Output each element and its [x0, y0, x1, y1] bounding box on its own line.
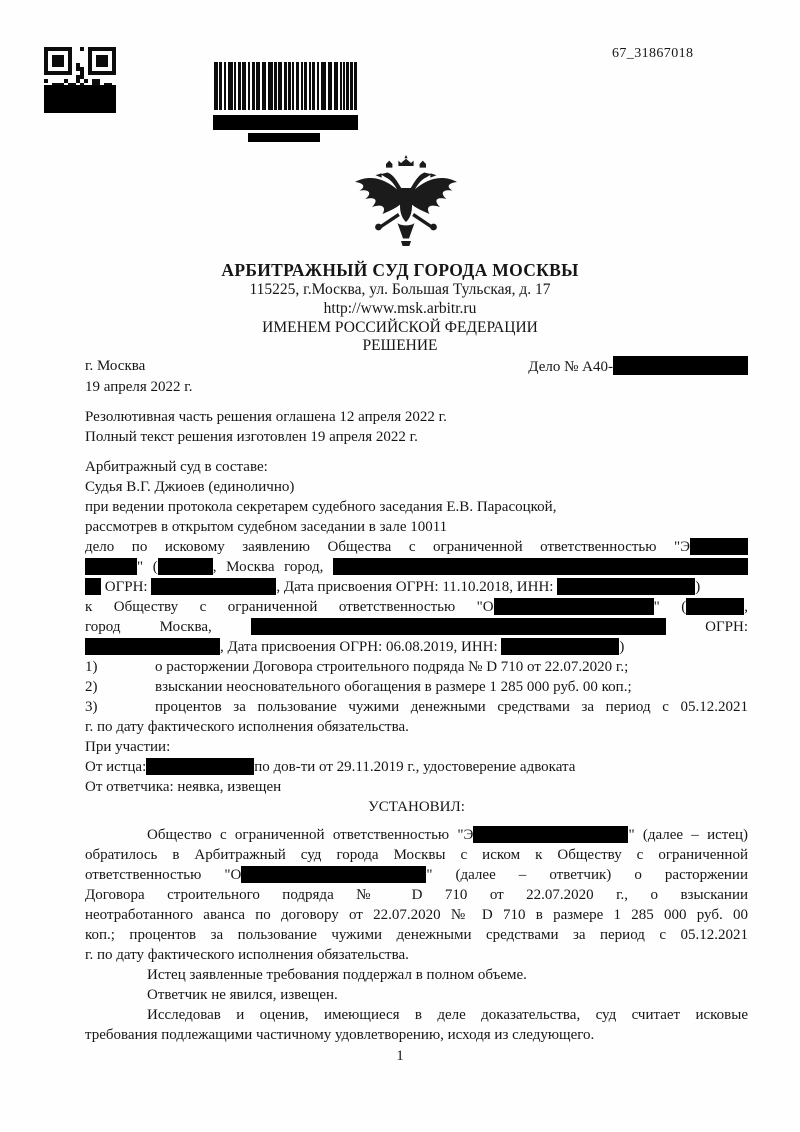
barcode-redaction-strip: [248, 133, 320, 142]
redaction-bar: [494, 598, 654, 615]
text-run: , Москва город,: [212, 559, 333, 575]
text-run: город Москва,: [85, 619, 251, 635]
court-address: 115225, г.Москва, ул. Большая Тульская, д. 17: [249, 281, 551, 298]
blank-line: [85, 447, 748, 457]
case-number-cell: [528, 356, 748, 377]
redaction-bar: [158, 558, 213, 575]
list-number: 2): [85, 679, 98, 695]
text-run: г. по дату фактического исполнения обязательства.: [85, 947, 409, 963]
redaction-bar: [501, 638, 619, 655]
redaction-bar: [251, 618, 666, 635]
text-run: по дов-ти от 29.11.2019 г., удостоверение адвоката: [254, 759, 576, 775]
doc-line: [85, 757, 748, 777]
text-run: УСТАНОВИЛ:: [368, 799, 465, 815]
text-run: , Дата присвоения ОГРН: 06.08.2019, ИНН:: [220, 639, 502, 655]
doc-line: [85, 777, 748, 797]
doc-line: [85, 697, 748, 717]
court-name: АРБИТРАЖНЫЙ СУД ГОРОДА МОСКВЫ: [221, 260, 579, 280]
text-run: ответственностью "О: [85, 867, 242, 883]
redaction-bar: [686, 598, 744, 615]
redaction-bar: [85, 578, 101, 595]
barcode-icon: [213, 62, 358, 142]
in-the-name-line: ИМЕНЕМ РОССИЙСКОЙ ФЕДЕРАЦИИ: [262, 318, 538, 336]
text-run: ): [619, 639, 625, 655]
text-run: ОГРН:: [665, 619, 748, 635]
text-run: ,: [744, 599, 748, 615]
doc-line: [85, 885, 748, 905]
redaction-bar: [85, 558, 137, 575]
doc-line: [85, 537, 748, 557]
doc-line: [85, 407, 748, 427]
text-run: Истец заявленные требования поддержал в полном объеме.: [147, 967, 527, 983]
doc-line: [85, 945, 748, 965]
text-run: , Дата присвоения ОГРН: 11.10.2018, ИНН:: [276, 579, 558, 595]
document-body: [85, 356, 748, 1045]
city-label: г. Москва: [85, 358, 146, 374]
redaction-bar: [557, 578, 695, 595]
text-run: От ответчика: неявка, извещен: [85, 779, 282, 795]
list-number: 1): [85, 659, 98, 675]
doc-line: [85, 427, 748, 447]
redaction-bar: [146, 758, 254, 775]
doc-line: [85, 1005, 748, 1025]
text-run: От истца:: [85, 759, 147, 775]
page-number: 1: [396, 1048, 404, 1064]
text-run: взыскании неосновательного обогащения в размере 1 285 000 руб. 00 коп.;: [155, 679, 632, 695]
doc-line: [85, 477, 748, 497]
doc-line: [85, 1025, 748, 1045]
text-run: Арбитражный суд в составе:: [85, 459, 268, 475]
text-run: Договора строительного подряда № D 710 от 22.07.2020 г., о взыскании: [85, 887, 748, 903]
text-run: " (далее – истец): [628, 827, 748, 843]
doc-line: [85, 577, 748, 597]
doc-line: [85, 497, 748, 517]
redaction-bar: [151, 578, 276, 595]
text-run: При участии:: [85, 739, 171, 755]
doc-line: [85, 657, 748, 677]
blank-line: [85, 817, 748, 825]
text-run: Резолютивная часть решения оглашена 12 апреля 2022 г.: [85, 409, 447, 425]
text-run: при ведении протокола секретарем судебного заседания Е.В. Парасоцкой,: [85, 499, 557, 515]
text-run: процентов за пользование чужими денежными средствами за период с 05.12.2021: [155, 699, 748, 715]
court-website: http://www.msk.arbitr.ru: [323, 299, 477, 317]
doc-line: [85, 737, 748, 757]
text-run: " (: [137, 559, 158, 575]
text-run: рассмотрев в открытом судебном заседании в зале 10011: [85, 519, 448, 535]
text-run: Исследовав и оценив, имеющиеся в деле доказательства, суд считает исковые: [147, 1007, 748, 1023]
redaction-bar: [241, 866, 426, 883]
text-run: требования подлежащими частичному удовлетворению, исходя из следующего.: [85, 1027, 595, 1043]
text-run: дело по исковому заявлению Общества с ограниченной ответственностью "Э: [85, 539, 690, 555]
doc-line: [85, 557, 748, 577]
text-run: Общество с ограниченной ответственностью "Э: [147, 827, 474, 843]
redaction-bar: [85, 638, 220, 655]
blank-line: [85, 397, 748, 407]
decision-title: РЕШЕНИЕ: [362, 337, 438, 355]
text-run: Судья В.Г. Джиоев (единолично): [85, 479, 295, 495]
case-header-row: [85, 356, 748, 377]
doc-line: [85, 617, 748, 637]
redaction-bar: [333, 558, 748, 575]
doc-line: [85, 865, 748, 885]
barcode-redaction-bar: [213, 115, 358, 130]
text-run: обратилось в Арбитражный суд города Москвы с иском к Обществу с ограниченной: [85, 847, 748, 863]
qr-redaction-bar: [44, 85, 116, 113]
text-run: неотработанного аванса по договору от 22.07.2020 № D 710 в размере 1 285 000 руб. 00: [85, 907, 748, 923]
doc-line: [85, 825, 748, 845]
text-run: Ответчик не явился, извещен.: [147, 987, 338, 1003]
redaction-bar: [690, 538, 748, 555]
doc-line: [85, 457, 748, 477]
doc-line: [85, 905, 748, 925]
document-header: [0, 259, 800, 356]
doc-line: [85, 797, 748, 817]
text-run: к Обществу с ограниченной ответственностью "О: [85, 599, 494, 615]
doc-line: [85, 985, 748, 1005]
doc-line: [85, 845, 748, 865]
doc-line: [85, 717, 748, 737]
text-run: ОГРН:: [101, 579, 152, 595]
doc-line: [85, 677, 748, 697]
text-run: коп.; процентов за пользование чужими денежными средствами за период с 05.12.2021: [85, 927, 748, 943]
case-number-label: Дело № А40-: [528, 359, 613, 375]
case-number-redaction-bar: [613, 356, 748, 375]
text-run: " (далее – ответчик) о расторжении: [426, 867, 748, 883]
text-run: ): [695, 579, 701, 595]
doc-line: [85, 597, 748, 617]
document-number: 67_31867018: [612, 46, 694, 61]
text-run: г. по дату фактического исполнения обязательства.: [85, 719, 409, 735]
text-run: 19 апреля 2022 г.: [85, 379, 193, 395]
doc-line: [85, 925, 748, 945]
text-run: Полный текст решения изготовлен 19 апреля 2022 г.: [85, 429, 418, 445]
redaction-bar: [473, 826, 628, 843]
doc-line: [85, 965, 748, 985]
text-run: " (: [653, 599, 687, 615]
doc-line: [85, 637, 748, 657]
list-number: 3): [85, 699, 98, 715]
text-run: о расторжении Договора строительного подряда № D 710 от 22.07.2020 г.;: [155, 659, 629, 675]
qr-code-icon: [44, 47, 116, 85]
doc-line: [85, 377, 748, 397]
russia-coat-of-arms-icon: [350, 155, 464, 257]
doc-line: [85, 517, 748, 537]
